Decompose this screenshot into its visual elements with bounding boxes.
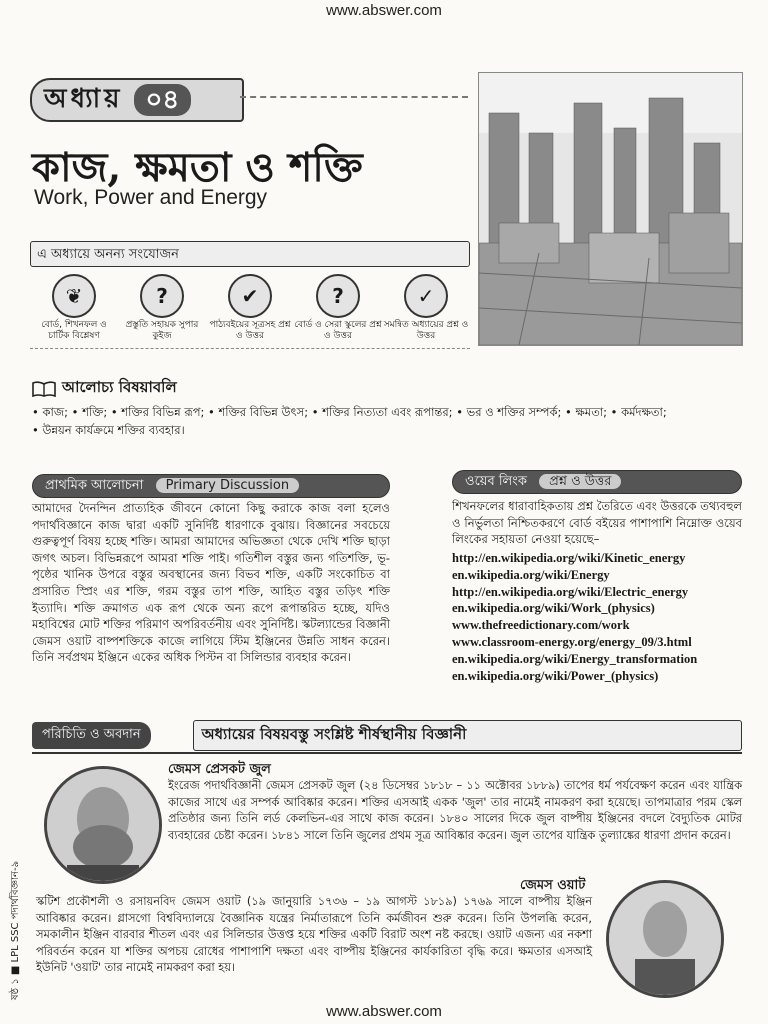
question-icon: ? <box>140 274 184 318</box>
feature-label: বোর্ড, শিখনফল ও চার্টিক বিশ্লেষণ <box>41 320 107 341</box>
web-link[interactable]: http://en.wikipedia.org/wiki/Electric_energy <box>452 584 689 599</box>
primary-discussion-banner <box>32 474 390 498</box>
primary-discussion-text <box>32 500 390 666</box>
primary-banner-bn: প্রাথমিক আলোচনা <box>45 478 144 493</box>
topics-title: আলোচ্য বিষয়াবলি <box>62 378 177 396</box>
book-footer-side-text: ষষ্ঠ ১ ■ LPL SSC পদার্থবিজ্ঞান-৯ <box>10 860 21 1000</box>
web-link[interactable]: http://en.wikipedia.org/wiki/Kinetic_energy <box>452 551 686 565</box>
topics-list-line-1: • কাজ; • শক্তি; • শক্তির বিভিন্ন রূপ; • শক্তির বিভিন্ন উৎস; • শক্তির নিত্যতা এবং রূপান্তর; • ভর ও শক্তির সম্পর্ক; • ক্ষমতা; • কর্মদক্ষতা; <box>32 405 667 419</box>
chapter-word: অধ্যায় <box>44 84 124 114</box>
primary-paragraph: আমাদের দৈনন্দিন প্রাত্যহিক জীবনে কোনো কিছু করাকে কাজ বলা হলেও পদার্থবিজ্ঞানে কাজ দ্বারা একটি সুনির্দিষ্ট ধারণাকে বুঝায়। বিজ্ঞানের সবচেয়ে গুরুত্বপূর্ণ বিষয় হচ্ছে শক্তি। আমরা আমাদের অভিজ্ঞতা থেকে দেখি শক্তি ছাড়া জগৎ অচল। বিভিন্নরূপে আমরা শক্তি পাই। গতিশীল বস্তুর জন্য গতিশক্তি, ভূ-পৃষ্ঠের খানিক উপরে বস্তুর অবস্থানের জন্য বিভব শক্তি, একটি সংকোচিত বা প্রসারিত স্প্রিং এর শক্তি, গরম বস্তুর তাপ শক্তি, আহিত বস্তুর তড়িৎ শক্তি ইত্যাদি। শক্তি ক্রমাগত এক রূপ থেকে অন্য রূপে রূপান্তরিত হচ্ছে, যদিও মহাবিশ্বের মোট শক্তির পরিমাণ অপরিবর্তনীয় এবং সুনির্দিষ্ট। স্কটল্যান্ডের বিজ্ঞানী জেমস ওয়াট বাষ্পশক্তিকে কাজে লাগিয়ে স্টিম ইঞ্জিনের উন্নতি সাধন করেন। তিনি সর্বপ্রথম ইঞ্জিনে একের অধিক পিস্টন বা সিলিন্ডার ব্যবহার করেন। <box>32 501 390 665</box>
unique-addition-bar: এ অধ্যায়ে অনন্য সংযোজন <box>30 241 470 267</box>
joule-name: জেমস প্রেসকট জুল <box>168 762 271 777</box>
feature-label: বোর্ড ও সেরা স্কুলের প্রশ্ন ও উত্তর <box>294 320 382 341</box>
watermark-top: www.abswer.com <box>326 2 442 19</box>
book-tree-icon: ❦ <box>52 274 96 318</box>
watermark-bottom: www.abswer.com <box>326 1003 442 1020</box>
web-links-intro <box>452 498 742 548</box>
web-banner-left: ওয়েব লিংক <box>465 474 527 489</box>
web-links-list <box>452 550 742 684</box>
feature-label: সমন্বিত অধ্যায়ের প্রশ্ন ও উত্তর <box>383 320 469 341</box>
feature-item <box>382 272 470 348</box>
chapter-number: ০৪ <box>134 84 192 116</box>
scientists-tag: পরিচিতি ও অবদান <box>32 722 151 749</box>
watt-paragraph: স্কটিশ প্রকৌশলী ও রসায়নবিদ জেমস ওয়াট (১৯ জানুয়ারি ১৭৩৬ – ১৯ আগস্ট ১৮১৯) ১৭৬৯ সালে বাষ্পীয় ইঞ্জিন আবিষ্কার করেন। গ্লাসগো বিশ্ববিদ্যালয়ে বৈজ্ঞানিক যন্ত্রের নির্মাতারূপে তিনি কর্মজীবন শুরু করেন। তিনি উপলব্ধি করেন, সমকালীন ইঞ্জিন বারবার শীতল এবং এর সিলিন্ডার উত্তপ্ত হয়ে শক্তির একটি বিরাট অংশ নষ্ট করছে। ওয়াট এজন্য এর নকশা পরিবর্তন করেন যা শক্তির অপচয় রোধের পাশাপাশি দক্ষতা এবং বাষ্পীয় ইঞ্জিনের কার্যকারিতা বৃদ্ধি করে। ক্ষমতার এসআই ইউনিট 'ওয়াট' তার নামেই নামকরণ করা হয়। <box>36 895 592 975</box>
joule-paragraph: ইংরেজ পদার্থবিজ্ঞানী জেমস প্রেসকট জুল (২৪ ডিসেম্বর ১৮১৮ – ১১ অক্টোবর ১৮৮৯) তাপের ধর্ম পর্যবেক্ষণ করেন এবং যান্ত্রিক কাজের সাথে এর সম্পর্ক আবিষ্কার করেন। শক্তির এসআই একক 'জুল' তার নামেই নামকরণ করা হয়েছে। তাপমাত্রার পরম স্কেল প্রতিষ্ঠার জন্য তিনি লর্ড কেলভিন-এর সাথে কাজ করেন। ১৮৪০ সালের দিকে জুল বাষ্পীয় ইঞ্জিনের বদলে বৈদ্যুতিক মোটর ব্যবহারের চেষ্টা করেন। ১৮৪১ সালে তিনি জুলের প্রথম সূত্র আবিষ্কার করেন। জুল তাপের যান্ত্রিক তুল্যাঙ্কের ধারণা প্রদান করেন। <box>168 779 742 842</box>
feature-item <box>206 272 294 348</box>
feature-item <box>118 272 206 348</box>
watt-portrait <box>606 880 724 998</box>
chapter-title-bn: কাজ, ক্ষমতা ও শক্তি <box>32 144 363 191</box>
web-link[interactable]: en.wikipedia.org/wiki/Energy <box>452 567 610 582</box>
open-book-icon <box>32 381 56 397</box>
scientists-desc: অধ্যায়ের বিষয়বস্তু সংশ্লিষ্ট শীর্ষস্থানীয় বিজ্ঞানী <box>193 720 742 751</box>
web-link[interactable]: www.classroom-energy.org/energy_09/3.html <box>452 634 692 649</box>
feature-label: প্রস্তুতি সহায়ক সুপার কুইজ <box>125 320 199 341</box>
primary-banner-en: Primary Discussion <box>156 478 300 493</box>
city-skyline-photo <box>478 72 743 346</box>
topics-list-line-2: • উন্নয়ন কার্যক্রমে শক্তির ব্যবহার। <box>32 423 185 437</box>
web-link[interactable]: en.wikipedia.org/wiki/Work_(physics) <box>452 601 655 616</box>
scientists-banner <box>32 718 742 754</box>
feature-label: পাঠ্যবইয়ের সূত্রসহ প্রশ্ন ও উত্তর <box>209 320 291 341</box>
chapter-title-en: Work, Power and Energy <box>34 186 268 209</box>
web-link[interactable]: www.thefreedictionary.com/work <box>452 618 630 633</box>
joule-bio <box>168 778 742 844</box>
feature-item <box>30 272 118 348</box>
web-intro-paragraph: শিখনফলের ধারাবাহিকতায় প্রশ্ন তৈরিতে এবং উত্তরকে তথ্যবহুল ও নির্ভুলতা নিশ্চিতকরণে বোর্ড বইয়ের পাশাপাশি নিম্নোক্ত ওয়েব লিংকের সহায়তা নেওয়া হয়েছে– <box>452 499 742 547</box>
question-circle-icon: ? <box>316 274 360 318</box>
watt-name: জেমস ওয়াট <box>520 878 586 893</box>
watt-bio <box>36 894 592 977</box>
feature-item <box>294 272 382 348</box>
web-link[interactable]: en.wikipedia.org/wiki/Energy_transformation <box>452 651 698 666</box>
chapter-divider <box>240 96 468 98</box>
badge-check-icon: ✓ <box>404 274 448 318</box>
feature-icons-row <box>30 272 470 349</box>
web-links-banner <box>452 470 742 494</box>
chapter-tag <box>30 78 244 122</box>
topics-heading <box>32 376 177 401</box>
checklist-icon: ✔ <box>228 274 272 318</box>
web-link[interactable]: en.wikipedia.org/wiki/Power_(physics) <box>452 668 659 683</box>
web-banner-right: প্রশ্ন ও উত্তর <box>539 474 621 489</box>
joule-portrait <box>44 766 162 884</box>
